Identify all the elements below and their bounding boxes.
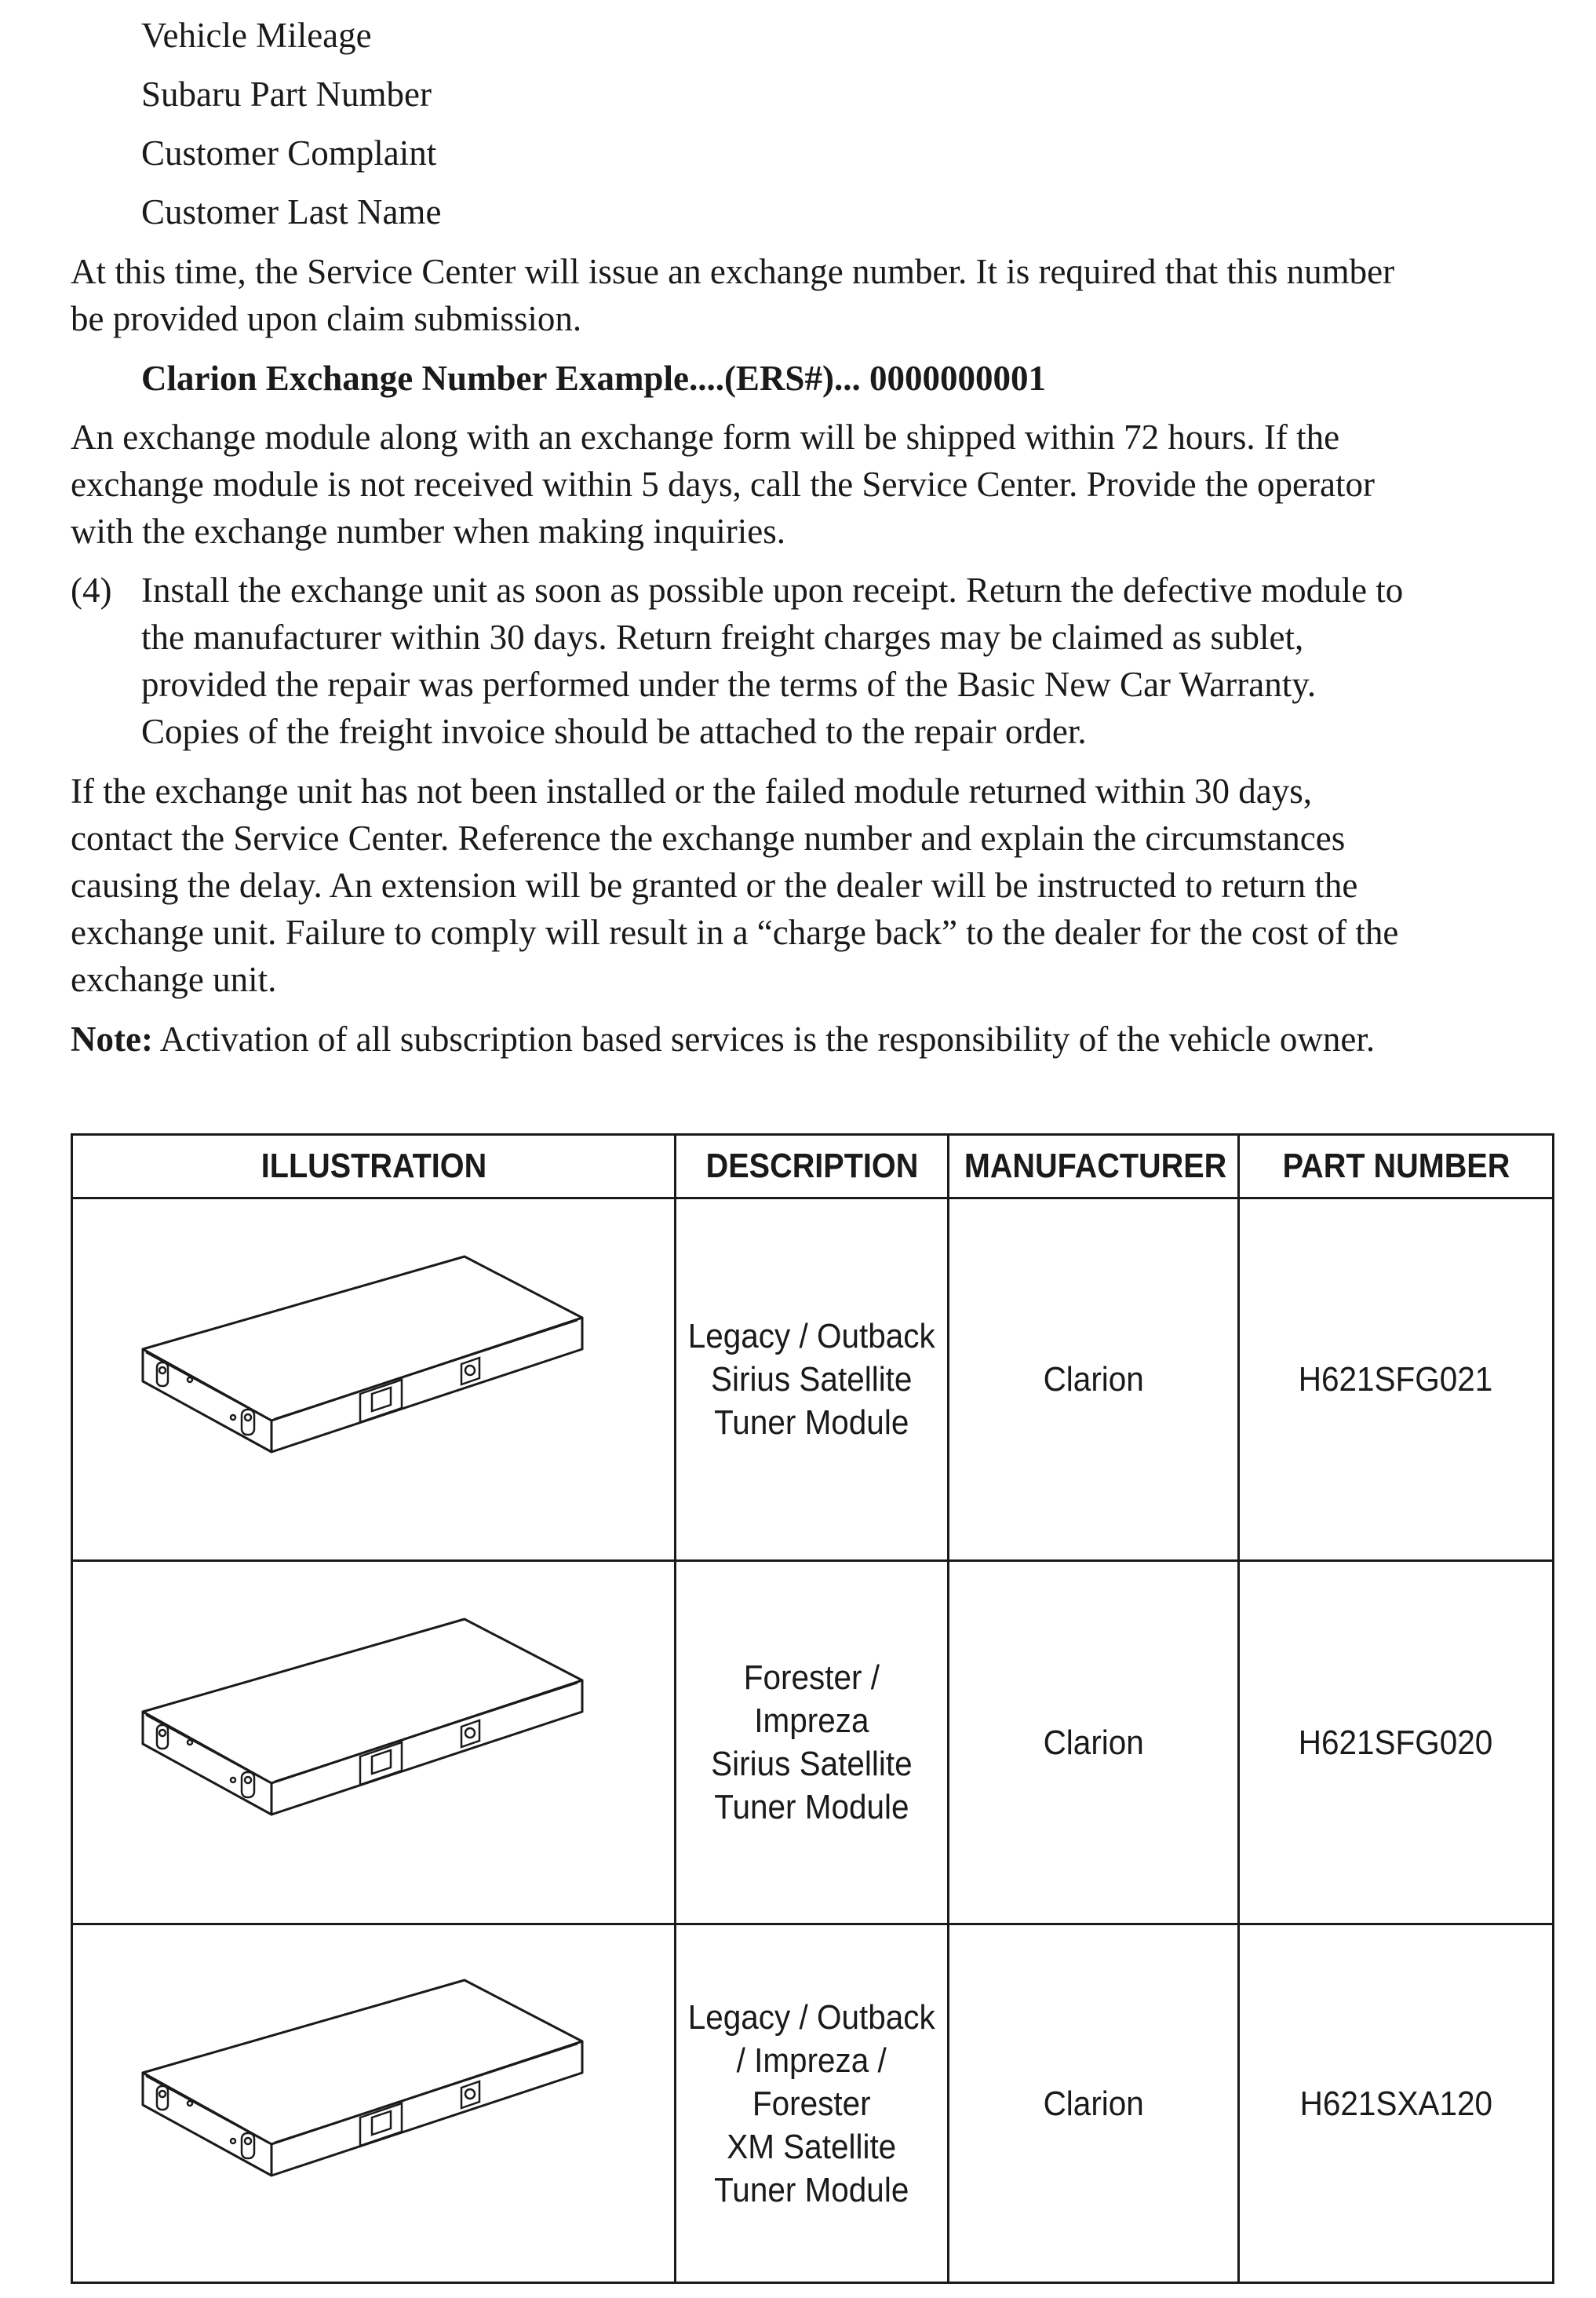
- paragraph-shipping: An exchange module along with an exchange form will be shipped within 72 hours. If the exchange module is not received within 5 days, call the Service Center. Provide the operator with the exchange number when making inquiries.: [71, 418, 1375, 551]
- list-item-customer-last-name: Customer Last Name: [141, 192, 442, 232]
- step-4-text: Install the exchange unit as soon as possible upon receipt. Return the defective module to the manufacturer within 30 days. Return freight charges may be claimed as sublet, provided the repair was performed under the terms of the Basic New Car Warranty. Copies of the freight invoice should be attached to the repair order.: [141, 571, 1404, 751]
- header-illustration: ILLUSTRATION: [102, 1135, 645, 1198]
- illustration-cell: [72, 1924, 676, 2283]
- part-number-cell: H621SFG021: [1239, 1198, 1554, 1561]
- description-cell: Legacy / Outback Sirius Satellite Tuner Module: [676, 1198, 949, 1561]
- illustration-cell: [72, 1561, 676, 1924]
- manufacturer-cell: Clarion: [949, 1924, 1239, 2283]
- manufacturer-cell: Clarion: [949, 1561, 1239, 1924]
- part-number-cell: H621SFG020: [1239, 1561, 1554, 1924]
- note-label: Note:: [71, 1020, 153, 1059]
- list-item-vehicle-mileage: Vehicle Mileage: [141, 16, 372, 55]
- header-description: DESCRIPTION: [689, 1135, 935, 1198]
- table-row: [72, 1198, 1554, 1561]
- part-number-cell: H621SXA120: [1239, 1924, 1554, 2283]
- table-row: [72, 1561, 1554, 1924]
- tuner-module-icon: [138, 1254, 609, 1505]
- table-header-row: [72, 1135, 1554, 1198]
- list-item-part-number: Subaru Part Number: [141, 75, 432, 114]
- exchange-number-example: Clarion Exchange Number Example....(ERS#)... 0000000001: [141, 359, 1046, 398]
- step-number: (4): [71, 571, 112, 610]
- note-text: Activation of all subscription based services is the responsibility of the vehicle owner.: [152, 1020, 1376, 1059]
- tuner-module-icon: [138, 1617, 609, 1868]
- description-cell: Forester / Impreza Sirius Satellite Tuner Module: [676, 1561, 949, 1924]
- note: [71, 1016, 1561, 1063]
- header-manufacturer: MANUFACTURER: [963, 1135, 1224, 1198]
- header-part-number: PART NUMBER: [1255, 1135, 1538, 1198]
- tuner-module-icon: [138, 1978, 609, 2229]
- paragraph-return-policy: If the exchange unit has not been installed or the failed module returned within 30 days, contact the Service Center. Reference the exchange number and explain the circumstances causing the delay. An extension will be granted or the dealer will be instructed to return the exchange unit. Failure to comply will result in a “charge back” to the dealer for the cost of the exchange unit.: [71, 771, 1399, 999]
- parts-table: [71, 1133, 1554, 2284]
- table-row: [72, 1924, 1554, 2283]
- list-item-customer-complaint: Customer Complaint: [141, 133, 437, 173]
- illustration-cell: [72, 1198, 676, 1561]
- paragraph-exchange-number: At this time, the Service Center will issue an exchange number. It is required that this number be provided upon claim submission.: [71, 252, 1395, 338]
- description-cell: Legacy / Outback / Impreza / Forester XM Satellite Tuner Module: [676, 1924, 949, 2283]
- manufacturer-cell: Clarion: [949, 1198, 1239, 1561]
